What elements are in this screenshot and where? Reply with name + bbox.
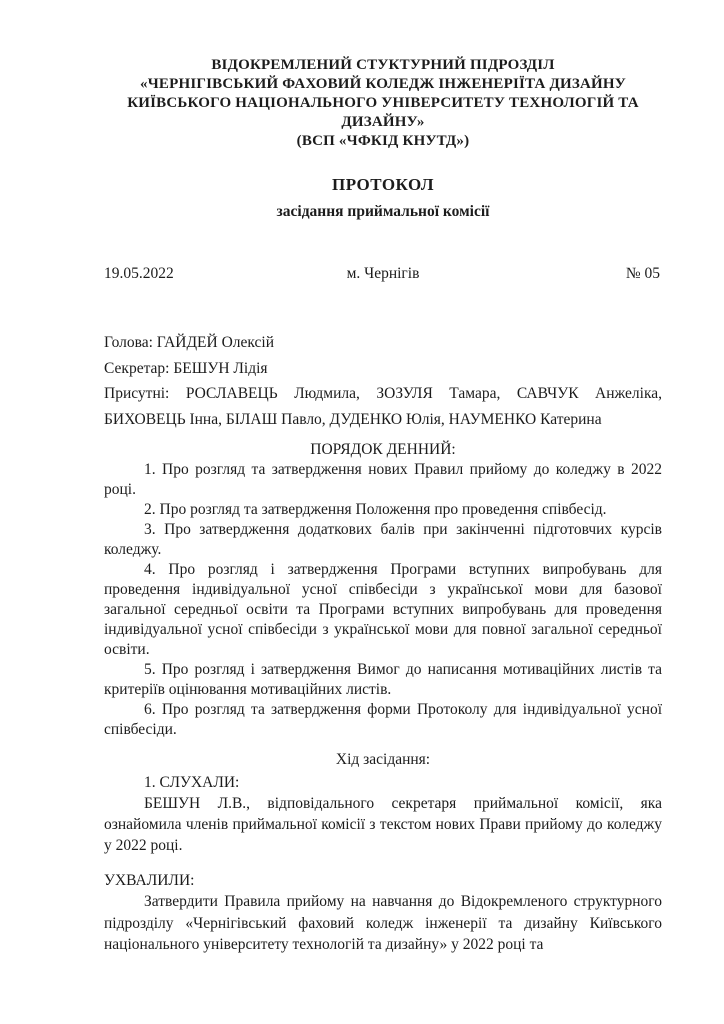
organization-abbreviation-line: (ВСП «ЧФКІД КНУТД») xyxy=(296,133,470,149)
heard-paragraph: БЕШУН Л.В., відповідального секретаря приймальної комісії, яка ознайомила членів приймальної комісії з текстом нових Прави прийому до коледжу у 2022 році. xyxy=(104,795,662,854)
document-date: 19.05.2022 xyxy=(104,265,174,282)
document-title: ПРОТОКОЛ xyxy=(331,175,434,194)
agenda-item: 6. Про розгляд та затвердження форми Протоколу для індивідуальної усної співбесіди. xyxy=(104,701,662,738)
organization-header-line: «ЧЕРНІГІВСЬКИЙ ФАХОВИЙ КОЛЕДЖ ІНЖЕНЕРІЇТА ДИЗАЙНУ xyxy=(140,76,626,92)
resolved-paragraph: Затвердити Правила прийому на навчання до Відокремленого структурного підрозділу «Чернігівський фаховий коледж інженерії та дизайну Київського національного університету технологій та дизайну» у 2022 році та xyxy=(104,893,662,953)
organization-header-line: ВІДОКРЕМЛЕНИЙ СТУКТУРНИЙ ПІДРОЗДІЛ xyxy=(211,57,555,73)
organization-header xyxy=(104,56,662,151)
document-city: м. Чернігів xyxy=(346,265,420,282)
heard-label: 1. СЛУХАЛИ: xyxy=(144,774,240,791)
participants-head: Голова: ГАЙДЕЙ Олексій xyxy=(104,334,275,351)
agenda-item: 1. Про розгляд та затвердження нових Правил прийому до коледжу в 2022 році. xyxy=(104,461,662,498)
document-meta-row xyxy=(104,264,662,284)
resolved-label: УХВАЛИЛИ: xyxy=(104,872,195,889)
organization-header-line: ДИЗАЙНУ» xyxy=(341,114,425,130)
participants-block xyxy=(104,330,662,432)
document-number: № 05 xyxy=(625,265,660,282)
proceedings-heading: Хід засідання: xyxy=(335,751,431,768)
agenda-item: 3. Про затвердження додаткових балів при закінченні підготовчих курсів коледжу. xyxy=(104,521,662,558)
document-subtitle: засідання приймальної комісії xyxy=(276,203,490,220)
organization-header-line: КИЇВСЬКОГО НАЦІОНАЛЬНОГО УНІВЕРСИТЕТУ ТЕХНОЛОГІЙ ТА xyxy=(127,95,639,111)
agenda-list xyxy=(104,460,662,740)
participants-present: Присутні: РОСЛАВЕЦЬ Людмила, ЗОЗУЛЯ Тамара, САВЧУК Анжеліка, БИХОВЕЦЬ Інна, БІЛАШ Павло, ДУДЕНКО Юлія, НАУМЕНКО Катерина xyxy=(104,385,662,428)
agenda-item: 4. Про розгляд і затвердження Програми вступних випробувань для проведення індивідуальної усної співбесіди з української мови для базової загальної середньої освіти та Програми вступних випробувань для проведення індивідуальної усної співбесіди з української мови для повної загальної середньої освіти. xyxy=(104,561,662,658)
agenda-heading: ПОРЯДОК ДЕННИЙ: xyxy=(310,441,456,458)
participants-secretary: Секретар: БЕШУН Лідія xyxy=(104,359,268,377)
agenda-item: 2. Про розгляд та затвердження Положення про проведення співбесід. xyxy=(144,501,607,518)
agenda-item: 5. Про розгляд і затвердження Вимог до написання мотиваційних листів та критеріїв оцінювання мотиваційних листів. xyxy=(104,661,662,698)
